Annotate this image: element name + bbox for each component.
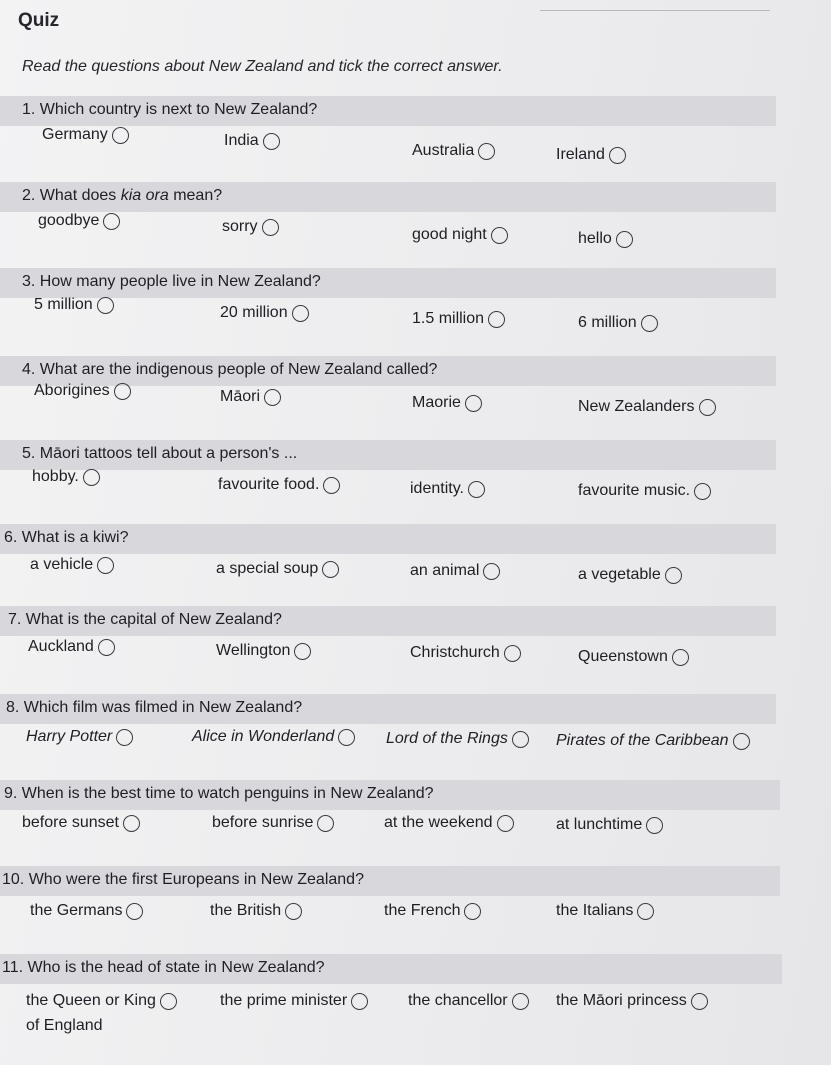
option-label: Auckland [28, 638, 94, 655]
question-5 [0, 440, 831, 526]
radio-circle-icon[interactable] [114, 383, 131, 400]
option-label: Germany [42, 126, 108, 143]
option-favourite-food[interactable] [218, 476, 340, 494]
option-label: New Zealanders [578, 398, 695, 415]
radio-circle-icon[interactable] [465, 395, 482, 412]
option-before-sunrise[interactable] [212, 814, 334, 832]
radio-circle-icon[interactable] [103, 213, 120, 230]
option-label: good night [412, 226, 487, 243]
radio-circle-icon[interactable] [497, 815, 514, 832]
option-label: Aborigines [34, 382, 110, 399]
option-label-continuation: of England [26, 1017, 103, 1034]
radio-circle-icon[interactable] [116, 729, 133, 746]
radio-circle-icon[interactable] [488, 311, 505, 328]
radio-circle-icon[interactable] [322, 561, 339, 578]
radio-circle-icon[interactable] [323, 477, 340, 494]
radio-circle-icon[interactable] [126, 903, 143, 920]
radio-circle-icon[interactable] [97, 297, 114, 314]
option-identity[interactable] [410, 480, 485, 498]
question-text: 11. Who is the head of state in New Zealand? [2, 959, 325, 976]
option-5-million[interactable] [34, 296, 114, 314]
option-label: Maorie [412, 394, 461, 411]
radio-circle-icon[interactable] [665, 567, 682, 584]
option-the-maori-princess[interactable] [556, 992, 708, 1010]
option-label: the British [210, 902, 282, 919]
question-7 [0, 606, 831, 692]
option-label: 5 million [34, 296, 93, 313]
radio-circle-icon[interactable] [468, 481, 485, 498]
radio-circle-icon[interactable] [294, 643, 311, 660]
radio-circle-icon[interactable] [483, 563, 500, 580]
radio-circle-icon[interactable] [637, 903, 654, 920]
option-label: 6 million [578, 314, 637, 331]
question-10 [0, 866, 831, 952]
question-text: 7. What is the capital of New Zealand? [8, 611, 282, 628]
option-label: a vegetable [578, 566, 661, 583]
option-label: hobby. [32, 468, 79, 485]
radio-circle-icon[interactable] [83, 469, 100, 486]
question-text: 2. What does kia ora mean? [22, 187, 223, 204]
question-1 [0, 96, 831, 182]
option-label: a special soup [216, 560, 319, 577]
radio-circle-icon[interactable] [123, 815, 140, 832]
option-the-germans[interactable] [30, 902, 143, 920]
option-hello[interactable] [578, 230, 633, 248]
radio-circle-icon[interactable] [112, 127, 129, 144]
option-the-british[interactable] [210, 902, 302, 920]
radio-circle-icon[interactable] [646, 817, 663, 834]
option-harry-potter[interactable] [26, 728, 133, 746]
page-title: Quiz [18, 10, 60, 31]
option-label: the chancellor [408, 992, 508, 1009]
question-8 [0, 694, 831, 780]
option-label: the Italians [556, 902, 634, 919]
option-the-french[interactable] [384, 902, 481, 920]
question-text: 10. Who were the first Europeans in New Zealand? [2, 871, 364, 888]
option-label: Ireland [556, 146, 605, 163]
radio-circle-icon[interactable] [691, 993, 708, 1010]
radio-circle-icon[interactable] [285, 903, 302, 920]
radio-circle-icon[interactable] [694, 483, 711, 500]
option-label: the French [384, 902, 461, 919]
option-label: a vehicle [30, 556, 94, 573]
option-sorry[interactable] [222, 218, 279, 236]
option-before-sunset[interactable] [22, 814, 140, 832]
option-label: Australia [412, 142, 475, 159]
question-6 [0, 524, 831, 610]
option-a-special-soup[interactable] [216, 560, 339, 578]
radio-circle-icon[interactable] [262, 219, 279, 236]
option-20-million[interactable] [220, 304, 309, 322]
radio-circle-icon[interactable] [478, 143, 495, 160]
radio-circle-icon[interactable] [609, 147, 626, 164]
radio-circle-icon[interactable] [338, 729, 355, 746]
radio-circle-icon[interactable] [264, 389, 281, 406]
option-label: the Māori princess [556, 992, 687, 1009]
radio-circle-icon[interactable] [98, 639, 115, 656]
question-3 [0, 268, 831, 354]
option-the-chancellor[interactable] [408, 992, 529, 1010]
option-auckland[interactable] [28, 638, 115, 656]
option-label: India [224, 132, 259, 149]
option-good-night[interactable] [412, 226, 508, 244]
option-label: Harry Potter [26, 728, 113, 745]
option-the-prime-minister[interactable] [220, 992, 368, 1010]
option-the-queen-or-king[interactable] [26, 992, 177, 1010]
radio-circle-icon[interactable] [351, 993, 368, 1010]
instructions: Read the questions about New Zealand and tick the correct answer. [22, 58, 503, 75]
option-label: sorry [222, 218, 258, 235]
option-hobby[interactable] [32, 468, 100, 486]
option-label: at lunchtime [556, 816, 643, 833]
radio-circle-icon[interactable] [512, 993, 529, 1010]
option-india[interactable] [224, 132, 280, 150]
question-text: 8. Which film was filmed in New Zealand? [6, 699, 303, 716]
radio-circle-icon[interactable] [292, 305, 309, 322]
top-divider [540, 10, 770, 11]
option-new-zealanders[interactable] [578, 398, 716, 416]
question-text: 1. Which country is next to New Zealand? [22, 101, 318, 118]
radio-circle-icon[interactable] [641, 315, 658, 332]
option-aborigines[interactable] [34, 382, 131, 400]
option-maorie[interactable] [412, 394, 482, 412]
option-a-vegetable[interactable] [578, 566, 682, 584]
option-the-italians[interactable] [556, 902, 654, 920]
option-queenstown[interactable] [578, 648, 689, 666]
option-australia[interactable] [412, 142, 495, 160]
question-11 [0, 954, 831, 1054]
radio-circle-icon[interactable] [317, 815, 334, 832]
radio-circle-icon[interactable] [616, 231, 633, 248]
option-1-5-million[interactable] [412, 310, 505, 328]
option-label: before sunset [22, 814, 119, 831]
option-alice-in-wonderland[interactable] [192, 728, 355, 746]
option-label: at the weekend [384, 814, 493, 831]
option-wellington[interactable] [216, 642, 311, 660]
option-label: Christchurch [410, 644, 500, 661]
option-label: the prime minister [220, 992, 348, 1009]
option-favourite-music[interactable] [578, 482, 711, 500]
option-label: Wellington [216, 642, 291, 659]
radio-circle-icon[interactable] [672, 649, 689, 666]
option-an-animal[interactable] [410, 562, 500, 580]
option-christchurch[interactable] [410, 644, 521, 662]
option-at-the-weekend[interactable] [384, 814, 514, 832]
option-label: goodbye [38, 212, 100, 229]
question-text: 5. Māori tattoos tell about a person's ... [22, 445, 298, 462]
radio-circle-icon[interactable] [464, 903, 481, 920]
option-label: 20 million [220, 304, 288, 321]
question-2 [0, 182, 831, 268]
option-ireland[interactable] [556, 146, 626, 164]
option-label: Queenstown [578, 648, 668, 665]
question-text: 6. What is a kiwi? [4, 529, 129, 546]
option-label: the Queen or King [26, 992, 156, 1009]
option-label: favourite food. [218, 476, 320, 493]
option-maori[interactable] [220, 388, 281, 406]
radio-circle-icon[interactable] [160, 993, 177, 1010]
option-label: 1.5 million [412, 310, 485, 327]
option-label: Lord of the Rings [386, 730, 508, 747]
question-text: 9. When is the best time to watch penguins in New Zealand? [4, 785, 434, 802]
option-label: Pirates of the Caribbean [556, 732, 729, 749]
radio-circle-icon[interactable] [491, 227, 508, 244]
option-label: identity. [410, 480, 464, 497]
option-label: Alice in Wonderland [192, 728, 335, 745]
question-4 [0, 356, 831, 442]
option-label: the Germans [30, 902, 123, 919]
question-text: 3. How many people live in New Zealand? [22, 273, 321, 290]
radio-circle-icon[interactable] [263, 133, 280, 150]
option-goodbye[interactable] [38, 212, 120, 230]
option-label: an animal [410, 562, 480, 579]
radio-circle-icon[interactable] [699, 399, 716, 416]
radio-circle-icon[interactable] [512, 731, 529, 748]
question-text: 4. What are the indigenous people of New Zealand called? [22, 361, 438, 378]
radio-circle-icon[interactable] [733, 733, 750, 750]
option-label: Māori [220, 388, 261, 405]
option-6-million[interactable] [578, 314, 658, 332]
question-9 [0, 780, 831, 866]
radio-circle-icon[interactable] [504, 645, 521, 662]
option-label: favourite music. [578, 482, 691, 499]
radio-circle-icon[interactable] [97, 557, 114, 574]
option-label: before sunrise [212, 814, 314, 831]
option-label: hello [578, 230, 612, 247]
option-pirates-of-the-caribbean[interactable] [556, 732, 750, 750]
option-lord-of-the-rings[interactable] [386, 730, 529, 748]
option-a-vehicle[interactable] [30, 556, 114, 574]
option-at-lunchtime[interactable] [556, 816, 663, 834]
option-germany[interactable] [42, 126, 129, 144]
